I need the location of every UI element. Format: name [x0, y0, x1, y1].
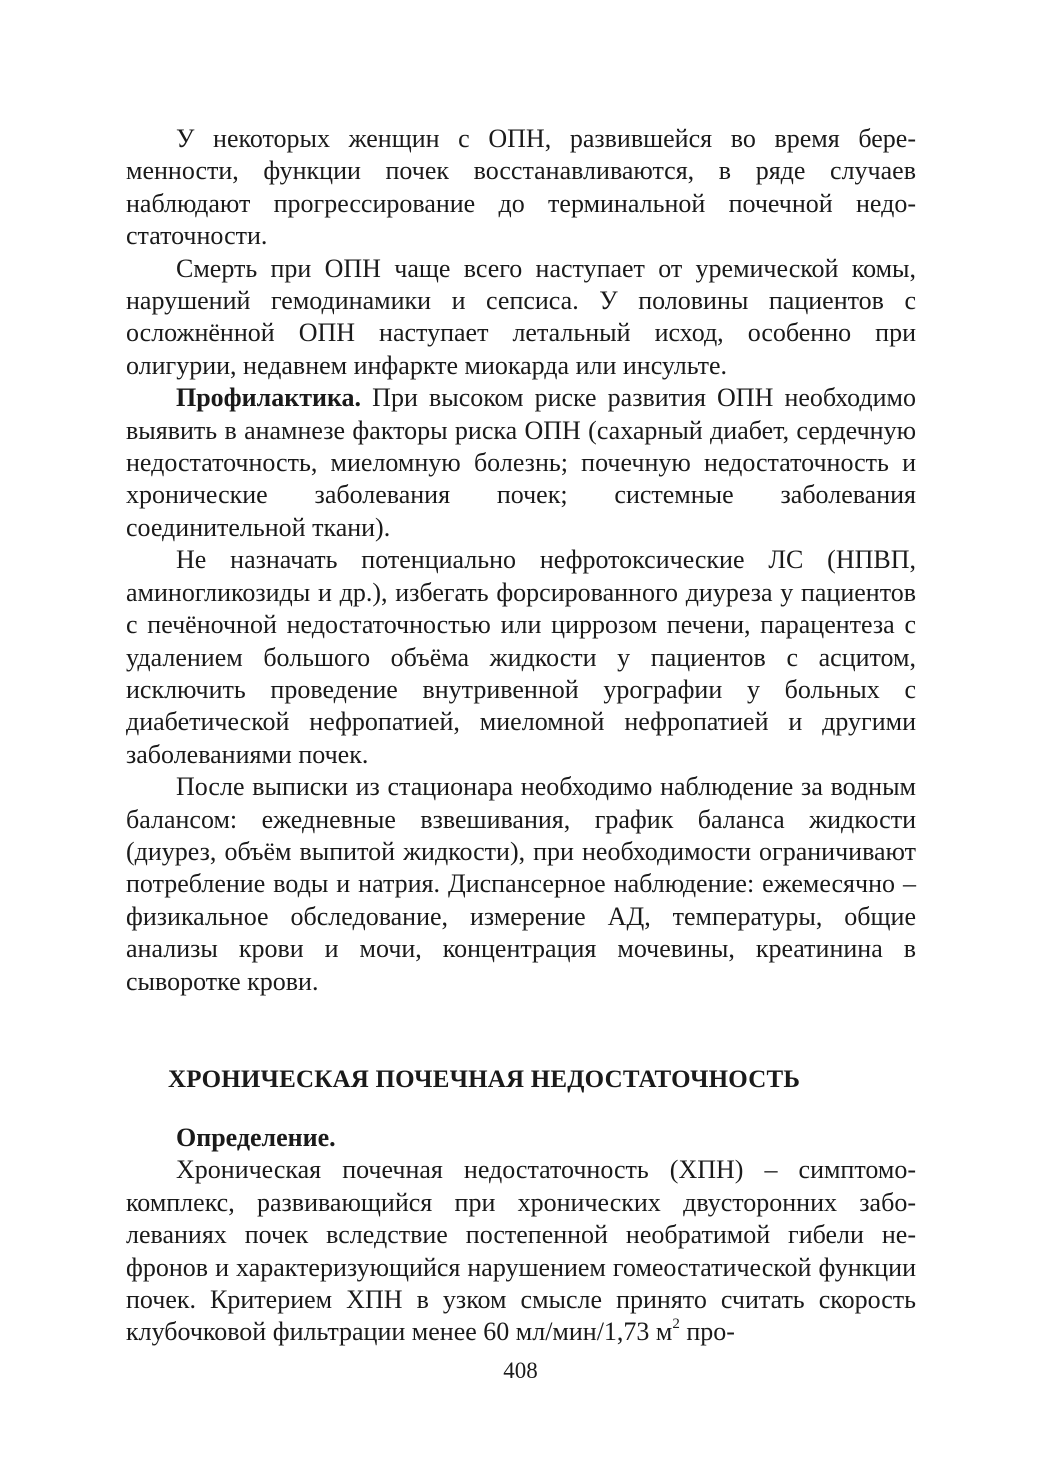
paragraph-text: Не назначать потенциально нефротоксические ЛС (НПВП, аминогликозиды и др.), избегать форсированного диуреза у пациентов с печёночной недостаточностью или циррозом печени, парацентеза с удалением большого объёма жидкости у пациентов с асцитом, исключить проведение внутривенной урографии у больных с диабетической нефропатией, миеломной нефропатией и другими заболеваниями почек.	[126, 545, 916, 769]
paragraph-mortality	[126, 253, 916, 383]
paragraph-text: Хроническая почечная недостаточность (ХПН) – симптомокомплекс, развивающийся при хронических двусторонних заболеваниях почек вследствие постепенной необратимой гибели нефронов и характеризующийся нарушением гомеостатической функции почек. Критерием ХПН в узком смысле принято считать скорость клубочковой фильтрации менее 60 мл/мин/1,73 м	[126, 1155, 916, 1347]
paragraph-text: При высоком риске развития ОПН необходимо выявить в анамнезе факторы риска ОПН (сахарный диабет, сердечную недостаточность, миеломную болезнь; почечную недостаточность и хронические заболевания почек; системные заболевания соединительной ткани).	[126, 383, 916, 542]
paragraph-tail: про-	[679, 1317, 735, 1347]
definition-subheading: Определение.	[176, 1122, 336, 1152]
spacer	[126, 998, 916, 1064]
spacer	[126, 1096, 916, 1122]
paragraph-prevention	[126, 382, 916, 544]
paragraph-text: Смерть при ОПН чаще всего наступает от уремической комы, нарушений гемодинамики и сепсиса. У половины пациентов с осложнённой ОПН наступает летальный исход, особенно при олигурии, недавнем инфаркте миокарда или инсульте.	[126, 253, 916, 380]
paragraph-text: У некоторых женщин с ОПН, развившейся во время беременности, функции почек восстанавливаются, в ряде случаев наблюдают прогрессирование до терминальной почечной недостаточности.	[126, 124, 916, 251]
page-number: 408	[503, 1358, 538, 1383]
paragraph-nephrotoxic	[126, 544, 916, 771]
page-body	[126, 123, 916, 1349]
paragraph-definition	[126, 1154, 916, 1348]
superscript-exponent: 2	[672, 1316, 680, 1333]
paragraph-recovery	[126, 123, 916, 253]
section-heading: ХРОНИЧЕСКАЯ ПОЧЕЧНАЯ НЕДОСТАТОЧНОСТЬ	[168, 1065, 801, 1093]
paragraph-lead: Профилактика.	[176, 383, 362, 413]
paragraph-text: После выписки из стационара необходимо наблюдение за водным балансом: ежедневные взвешивания, график баланса жидкости (диурез, объём выпитой жидкости), при необходимости ограничивают потребление воды и натрия. Диспансерное наблюдение: ежемесячно – физикальное обследование, измерение АД, температуры, общие анализы крови и мочи, концентрация мочевины, креатинина в сыворотке крови.	[126, 772, 916, 996]
paragraph-discharge	[126, 771, 916, 998]
